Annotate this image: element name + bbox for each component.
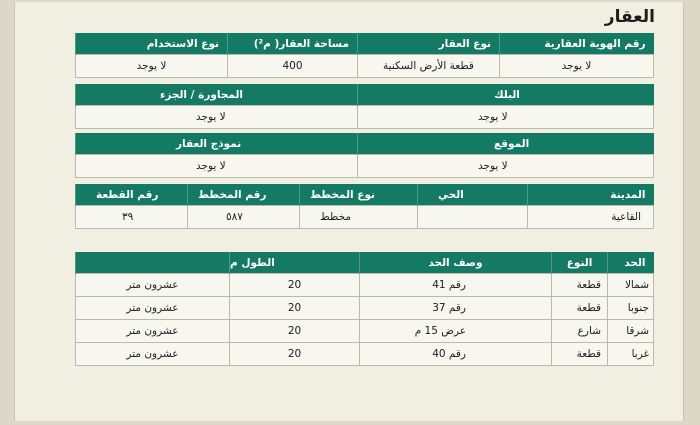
location-value: لا يوجد: [358, 155, 654, 178]
boundary-length: 20: [230, 274, 360, 297]
header-plan-number: رقم المخطط: [188, 184, 300, 206]
boundary-type: قطعة: [552, 297, 608, 320]
property-table: [75, 33, 654, 78]
district-value: [418, 206, 528, 229]
header-length-words: [76, 252, 230, 274]
header-usage-type: نوع الاستخدام: [76, 33, 228, 55]
boundary-description: عرض 15 م: [360, 320, 552, 343]
boundary-direction: جنوبا: [608, 297, 654, 320]
table-row: [76, 274, 654, 297]
usage-type-value: لا يوجد: [76, 55, 228, 78]
neighborhood-part-value: لا يوجد: [76, 106, 358, 129]
header-plan-type: نوع المخطط: [300, 184, 418, 206]
header-plot-number: رقم القطعة: [76, 184, 188, 206]
boundary-length-words: عشرون متر: [76, 274, 230, 297]
boundary-length-words: عشرون متر: [76, 320, 230, 343]
table-row: [76, 320, 654, 343]
header-property-model: نموذج العقار: [76, 133, 358, 155]
header-block: البلك: [358, 84, 654, 106]
boundary-description: رقم 41: [360, 274, 552, 297]
boundary-type: شارع: [552, 320, 608, 343]
block-value: لا يوجد: [358, 106, 654, 129]
header-district: الحي: [418, 184, 528, 206]
header-property-id: رقم الهوية العقارية: [500, 33, 654, 55]
boundary-length: 20: [230, 320, 360, 343]
table-row: [76, 343, 654, 366]
boundary-length: 20: [230, 343, 360, 366]
header-boundary-type: النوع: [552, 252, 608, 274]
boundary-direction: غربا: [608, 343, 654, 366]
header-location: الموقع: [358, 133, 654, 155]
city-value: القاعية: [528, 206, 654, 229]
plot-number-value: ٣٩: [76, 206, 188, 229]
boundary-type: قطعة: [552, 343, 608, 366]
header-length: الطول م: [230, 252, 360, 274]
boundary-type: قطعة: [552, 274, 608, 297]
header-property-type: نوع العقار: [358, 33, 500, 55]
page-title: العقار: [604, 7, 655, 27]
boundary-description: رقم 40: [360, 343, 552, 366]
plan-number-value: ٥٨٧: [188, 206, 300, 229]
boundary-direction: شرقا: [608, 320, 654, 343]
block-table: [75, 84, 654, 129]
header-city: المدينة: [528, 184, 654, 206]
property-model-value: لا يوجد: [76, 155, 358, 178]
location-table: [75, 133, 654, 178]
property-type-value: قطعة الأرض السكنية: [358, 55, 500, 78]
boundary-direction: شمالا: [608, 274, 654, 297]
header-boundary-description: وصف الحد: [360, 252, 552, 274]
property-area-value: 400: [228, 55, 358, 78]
table-row: [76, 297, 654, 320]
header-neighborhood-part: المجاورة / الجزء: [76, 84, 358, 106]
header-property-area: مساحة العقار( م²): [228, 33, 358, 55]
property-id-value: لا يوجد: [500, 55, 654, 78]
boundary-length-words: عشرون متر: [76, 343, 230, 366]
boundary-description: رقم 37: [360, 297, 552, 320]
plan-table: [75, 184, 654, 229]
boundaries-table: [75, 252, 654, 366]
boundary-length-words: عشرون متر: [76, 297, 230, 320]
plan-type-value: مخطط: [300, 206, 418, 229]
document-page: [14, 2, 684, 421]
header-boundary: الحد: [608, 252, 654, 274]
boundary-length: 20: [230, 297, 360, 320]
